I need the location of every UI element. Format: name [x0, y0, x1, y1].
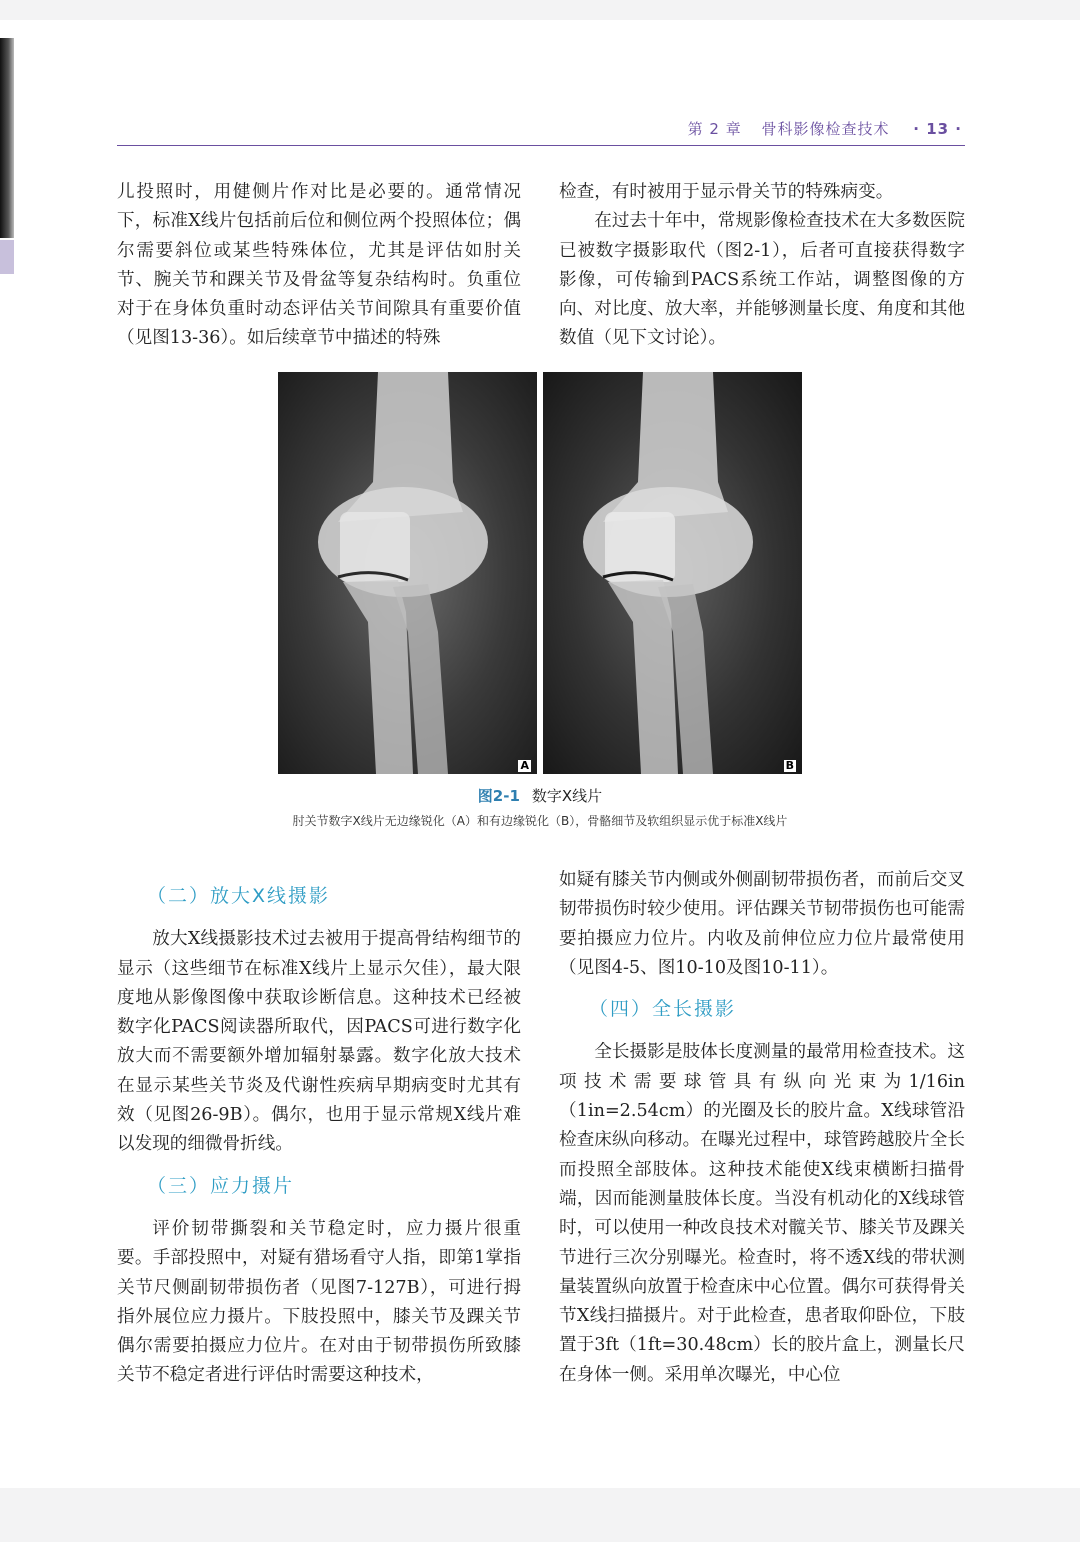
figure-title-text: 数字X线片: [531, 787, 603, 805]
panel-label-a: A: [520, 759, 529, 772]
section-heading: （三）应力摄片: [147, 1174, 295, 1197]
running-header: [688, 118, 962, 139]
figure-number: 图2-1: [477, 787, 520, 805]
page-number: · 13 ·: [913, 120, 962, 138]
section-heading: （四）全长摄影: [589, 998, 737, 1021]
paragraph: 如疑有膝关节内侧或外侧副韧带损伤者，而前后交叉韧带损伤时较少使用。评估踝关节韧带损伤也可能需要拍摄应力位片。内收及前伸位应力位片最常使用（见图4-5、图10-10及图10-11）。: [559, 870, 965, 978]
paragraph: 检查，有时被用于显示骨关节的特殊病变。: [559, 182, 894, 202]
left-column-bottom: [117, 872, 521, 1391]
section-heading: （二）放大X线摄影: [147, 885, 331, 907]
chapter-thumb-tab: [0, 240, 14, 274]
right-column-top: [559, 178, 965, 354]
chapter-number: 第 2 章: [687, 120, 742, 138]
paragraph: 儿投照时，用健侧片作对比是必要的。通常情况下，标准X线片包括前后位和侧位两个投照体位；偶尔需要斜位或某些特殊体位，尤其是评估如肘关节、腕关节和踝关节及骨盆等复杂结构时。负重位对于在身体负重时动态评估关节间隙具有重要价值（见图13-36）。如后续章节中描述的特殊: [117, 182, 521, 349]
figure-title: [0, 785, 1080, 806]
figure-2-1: [278, 372, 802, 774]
panel-label-b: B: [785, 759, 794, 772]
paragraph: 评价韧带撕裂和关节稳定时，应力摄片很重要。手部投照中，对疑有猎场看守人指，即第1掌指关节尺侧副韧带损伤者（见图7-127B），可进行拇指外展位应力摄片。下肢投照中，膝关节及踝关节偶尔需要拍摄应力位片。在对由于韧带损伤所致膝关节不稳定者进行评估时需要这种技术，: [117, 1218, 521, 1386]
paragraph: 放大X线摄影技术过去被用于提高骨结构细节的显示（这些细节在标准X线片上显示欠佳），最大限度地从影像图像中获取诊断信息。这种技术已经被数字化PACS阅读器所取代，因PACS可进行数字化放大而不需要额外增加辐射暴露。数字化放大技术在显示某些关节炎及代谢性疾病早期病变时尤其有效（见图26-9B）。偶尔，也用于显示常规X线片难以发现的细微骨折线。: [117, 929, 521, 1155]
elbow-xray-image-b: [543, 372, 802, 774]
left-column-top: [117, 178, 521, 354]
figure-caption: 肘关节数字X线片无边缘锐化（A）和有边缘锐化（B），骨骼细节及软组织显示优于标准X线片: [292, 814, 788, 828]
paragraph: 在过去十年中，常规影像检查技术在大多数医院已被数字摄影取代（图2-1），后者可直接获得数字影像，可传输到PACS系统工作站，调整图像的方向、对比度、放大率，并能够测量长度、角度和其他数值（见下文讨论）。: [559, 211, 965, 349]
right-column-bottom: [559, 866, 965, 1390]
header-rule: [117, 145, 965, 146]
paragraph: 全长摄影是肢体长度测量的最常用检查技术。这项技术需要球管具有纵向光束为1/16in（1in=2.54cm）的光圈及长的胶片盒。X线球管沿检查床纵向移动。在曝光过程中，球管跨越胶片全长而投照全部肢体。这种技术能使X线束横断扫描骨端，因而能测量肢体长度。当没有机动化的X线球管时，可以使用一种改良技术对髋关节、膝关节及踝关节进行三次分别曝光。检查时，将不透X线的带状测量装置纵向放置于检查床中心位置。偶尔可获得骨关节X线扫描摄片。对于此检查，患者取仰卧位，下肢置于3ft（1ft=30.48cm）长的胶片盒上，测量长尺在身体一侧。采用单次曝光，中心位: [559, 1042, 965, 1385]
previous-page-edge: [0, 38, 14, 238]
chapter-title: 骨科影像检查技术: [761, 120, 890, 138]
elbow-xray-image-a: [278, 372, 537, 774]
